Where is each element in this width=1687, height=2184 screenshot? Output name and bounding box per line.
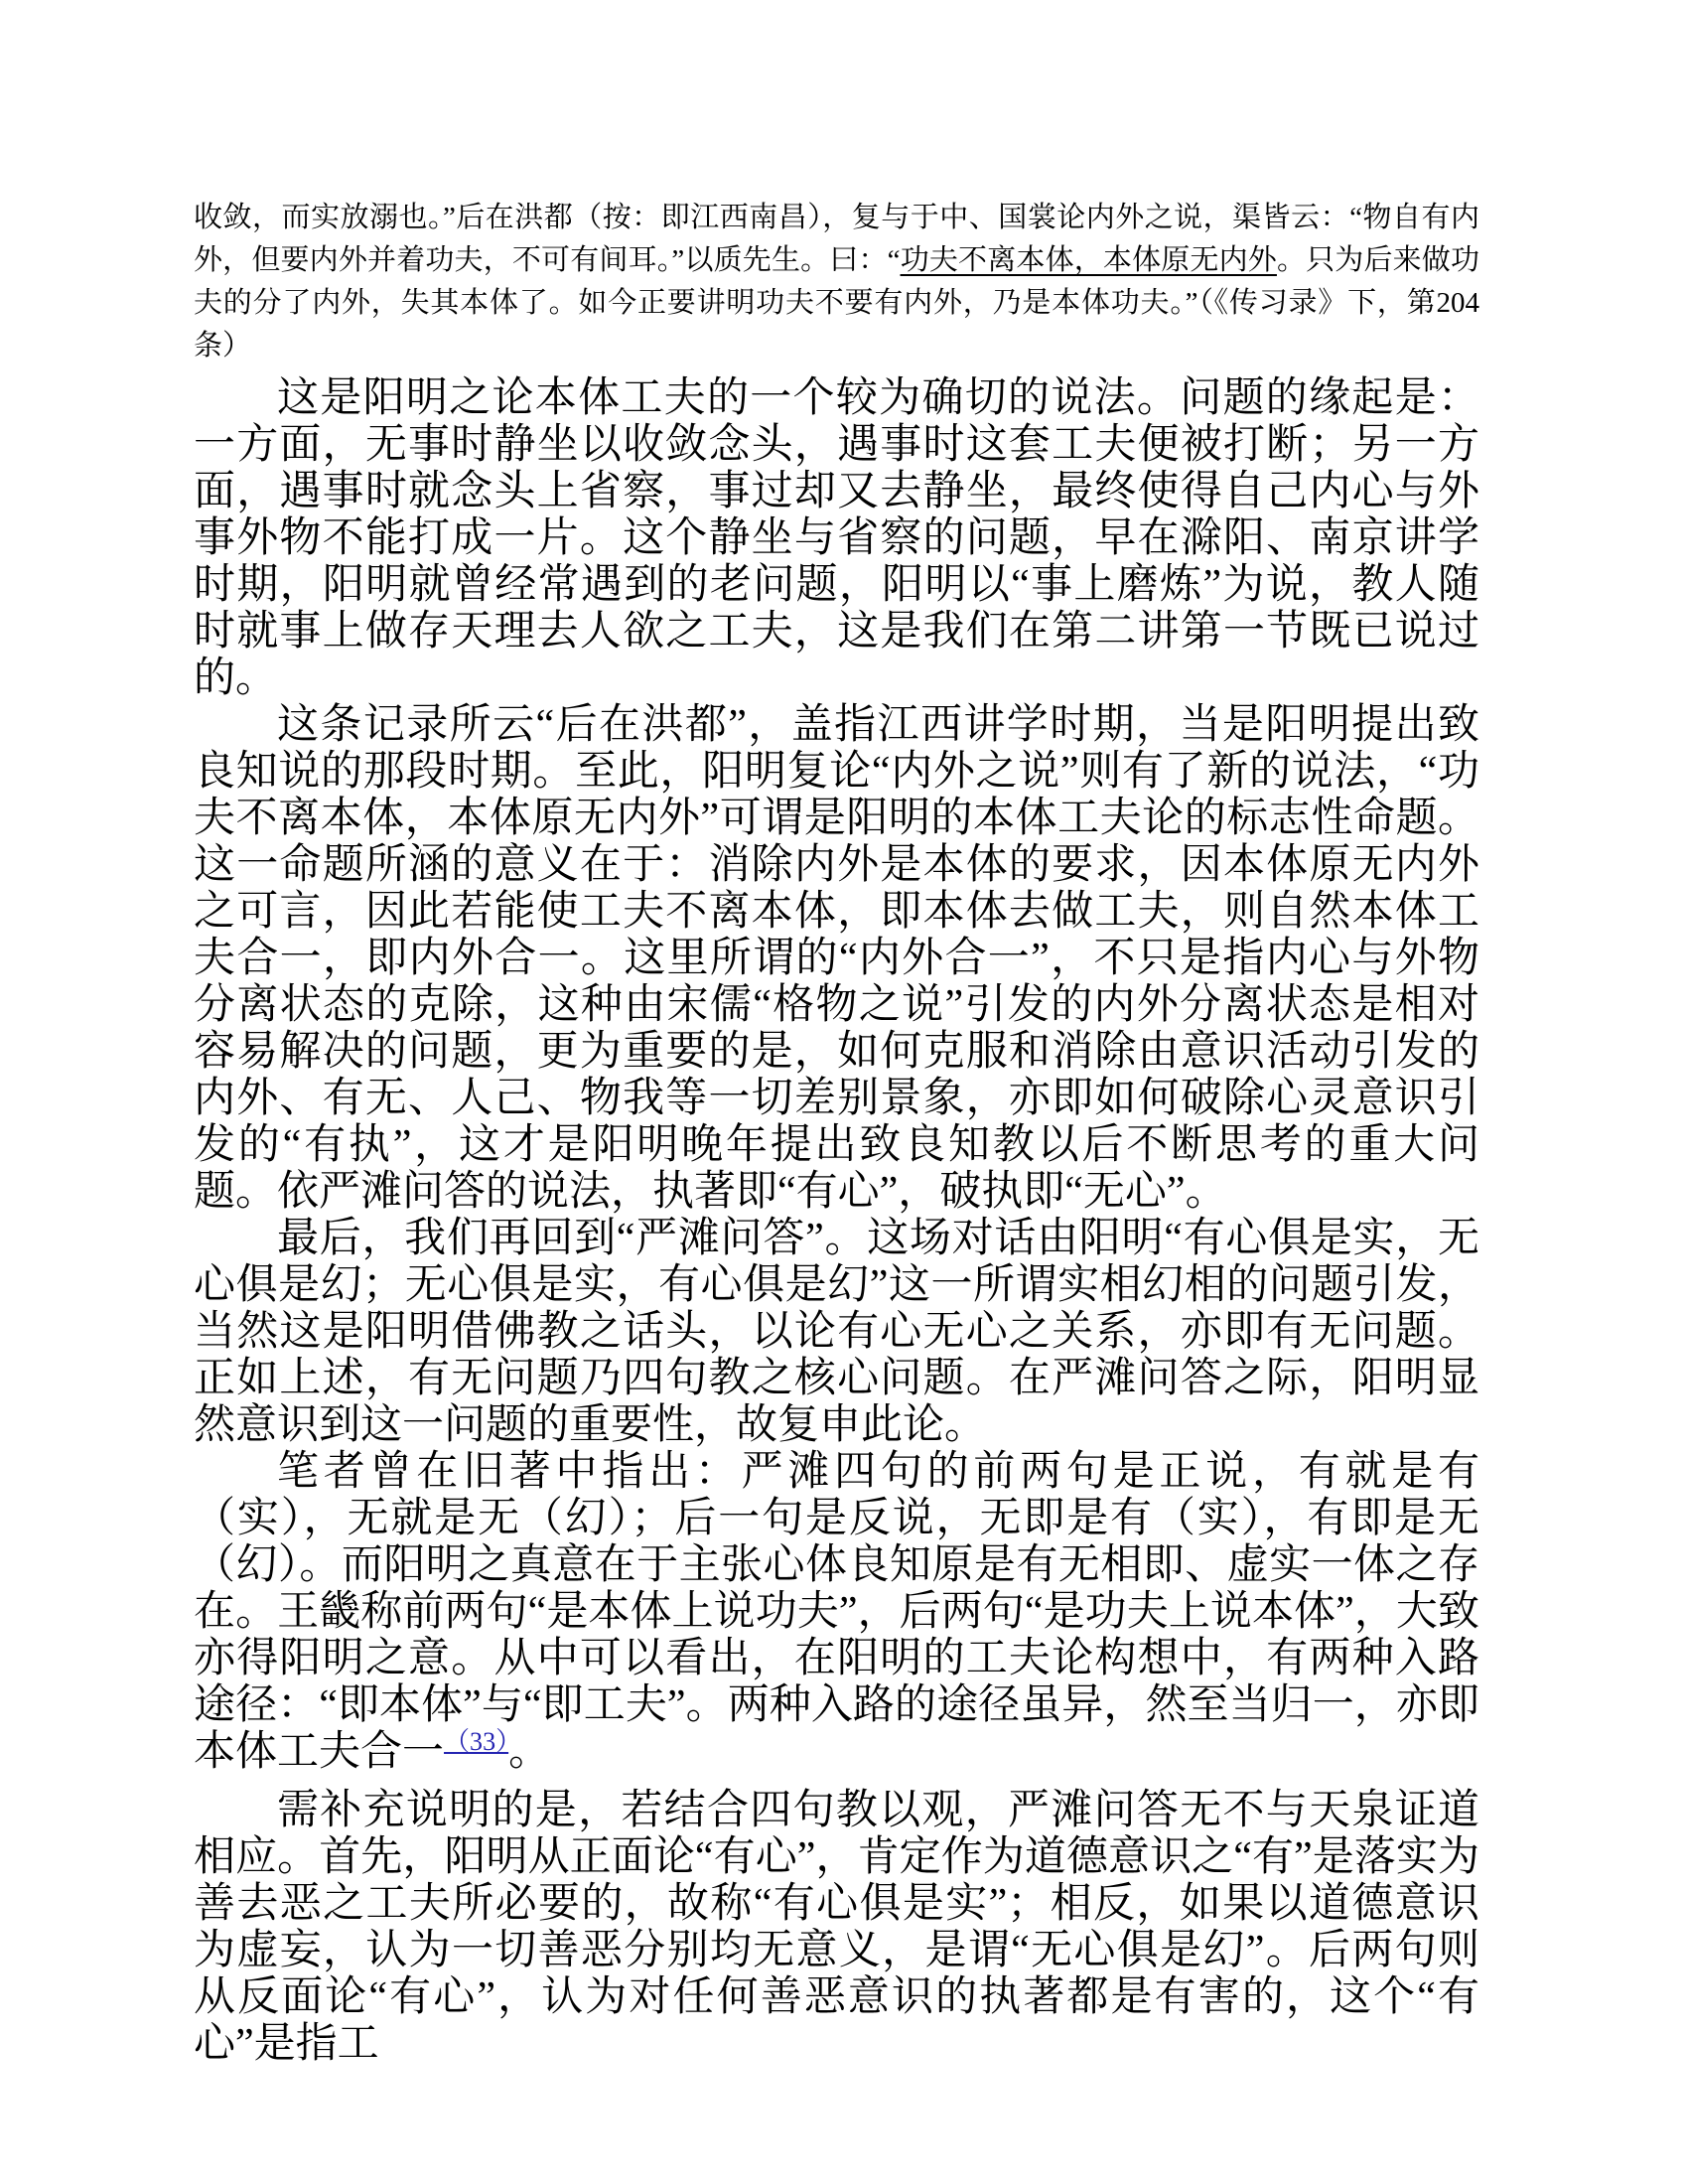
text-segment: 笔者曾在旧著中指出：严滩四句的前两句是正说，有就是有（实），无就是无（幻）；后一句是反说，无即是有（实），有即是无（幻）。而阳明之真意在于主张心体良知原是有无相即、虚实一体之存在。王畿称前两句“是本体上说功夫”，后两句“是功夫上说本体”，大致亦得阳明之意。从中可以看出，在阳明的工夫论构想中，有两种入路途径：“即本体”与“即工夫”。两种入路的途径虽异，然至当归一，亦即本体工夫合一 bbox=[194, 1449, 1479, 1775]
text-segment: 需补充说明的是，若结合四句教以观，严滩问答无不与天泉证道相应。首先，阳明从正面论“有心”，肯定作为道德意识之“有”是落实为善去恶之工夫所必要的，故称“有心俱是实”；相反，如果以道德意识为虚妄，认为一切善恶分别均无意义，是谓“无心俱是幻”。后两句则从反面论“有心”，认为对任何善恶意识的执著都是有害的，这个“有心”是指工 bbox=[194, 1788, 1479, 2067]
block-quote-chuanxilu bbox=[194, 197, 1479, 367]
text-segment: 。 bbox=[508, 1729, 551, 1775]
underlined-text-segment: 功夫不离本体，本体原无内外 bbox=[900, 244, 1277, 276]
text-segment: 这条记录所云“后在洪都”，盖指江西讲学时期，当是阳明提出致良知说的那段时期。至此，阳明复论“内外之说”则有了新的说法，“功夫不离本体，本体原无内外”可谓是阳明的本体工夫论的标志性命题。这一命题所涵的意义在于：消除内外是本体的要求，因本体原无内外之可言，因此若能使工夫不离本体，即本体去做工夫，则自然本体工夫合一，即内外合一。这里所谓的“内外合一”，不只是指内心与外物分离状态的克除，这种由宋儒“格物之说”引发的内外分离状态是相对容易解决的问题，更为重要的是，如何克服和消除由意识活动引发的内外、有无、人己、物我等一切差别景象，亦即如何破除心灵意识引发的“有执”，这才是阳明晚年提出致良知教以后不断思考的重大问题。依严滩问答的说法，执著即“有心”，破执即“无心”。 bbox=[194, 702, 1479, 1215]
body-paragraphs bbox=[194, 375, 1479, 2068]
text-segment: 收敛，而实放溺也。”后在洪都（按：即江西南昌），复与于中、国裳论内外之说，渠皆云：“物自有内外，但要内外并着功夫，不可有间耳。”以质先生。曰：“ bbox=[194, 202, 1479, 276]
paragraph bbox=[194, 1788, 1479, 2068]
paragraph bbox=[194, 1216, 1479, 1449]
paragraph bbox=[194, 1449, 1479, 1776]
paragraph bbox=[194, 702, 1479, 1216]
text-segment: 最后，我们再回到“严滩问答”。这场对话由阳明“有心俱是实，无心俱是幻；无心俱是实，有心俱是幻”这一所谓实相幻相的问题引发，当然这是阳明借佛教之话头，以论有心无心之关系，亦即有无问题。正如上述，有无问题乃四句教之核心问题。在严滩问答之际，阳明显然意识到这一问题的重要性，故复申此论。 bbox=[194, 1216, 1479, 1448]
text-segment: 。只为后来做功夫的分了内外，失其本体了。如今正要讲明功夫不要有内外，乃是本体功夫。”（《传习录》下，第204条） bbox=[194, 244, 1479, 362]
paragraph bbox=[194, 375, 1479, 702]
text-segment: 这是阳明之论本体工夫的一个较为确切的说法。问题的缘起是：一方面，无事时静坐以收敛念头，遇事时这套工夫便被打断；另一方面，遇事时就念头上省察，事过却又去静坐，最终使得自己内心与外事外物不能打成一片。这个静坐与省察的问题，早在滁阳、南京讲学时期，阳明就曾经常遇到的老问题，阳明以“事上磨炼”为说，教人随时就事上做存天理去人欲之工夫，这是我们在第二讲第一节既已说过的。 bbox=[194, 375, 1479, 701]
footnote-ref-link[interactable]: （33） bbox=[444, 1727, 509, 1756]
